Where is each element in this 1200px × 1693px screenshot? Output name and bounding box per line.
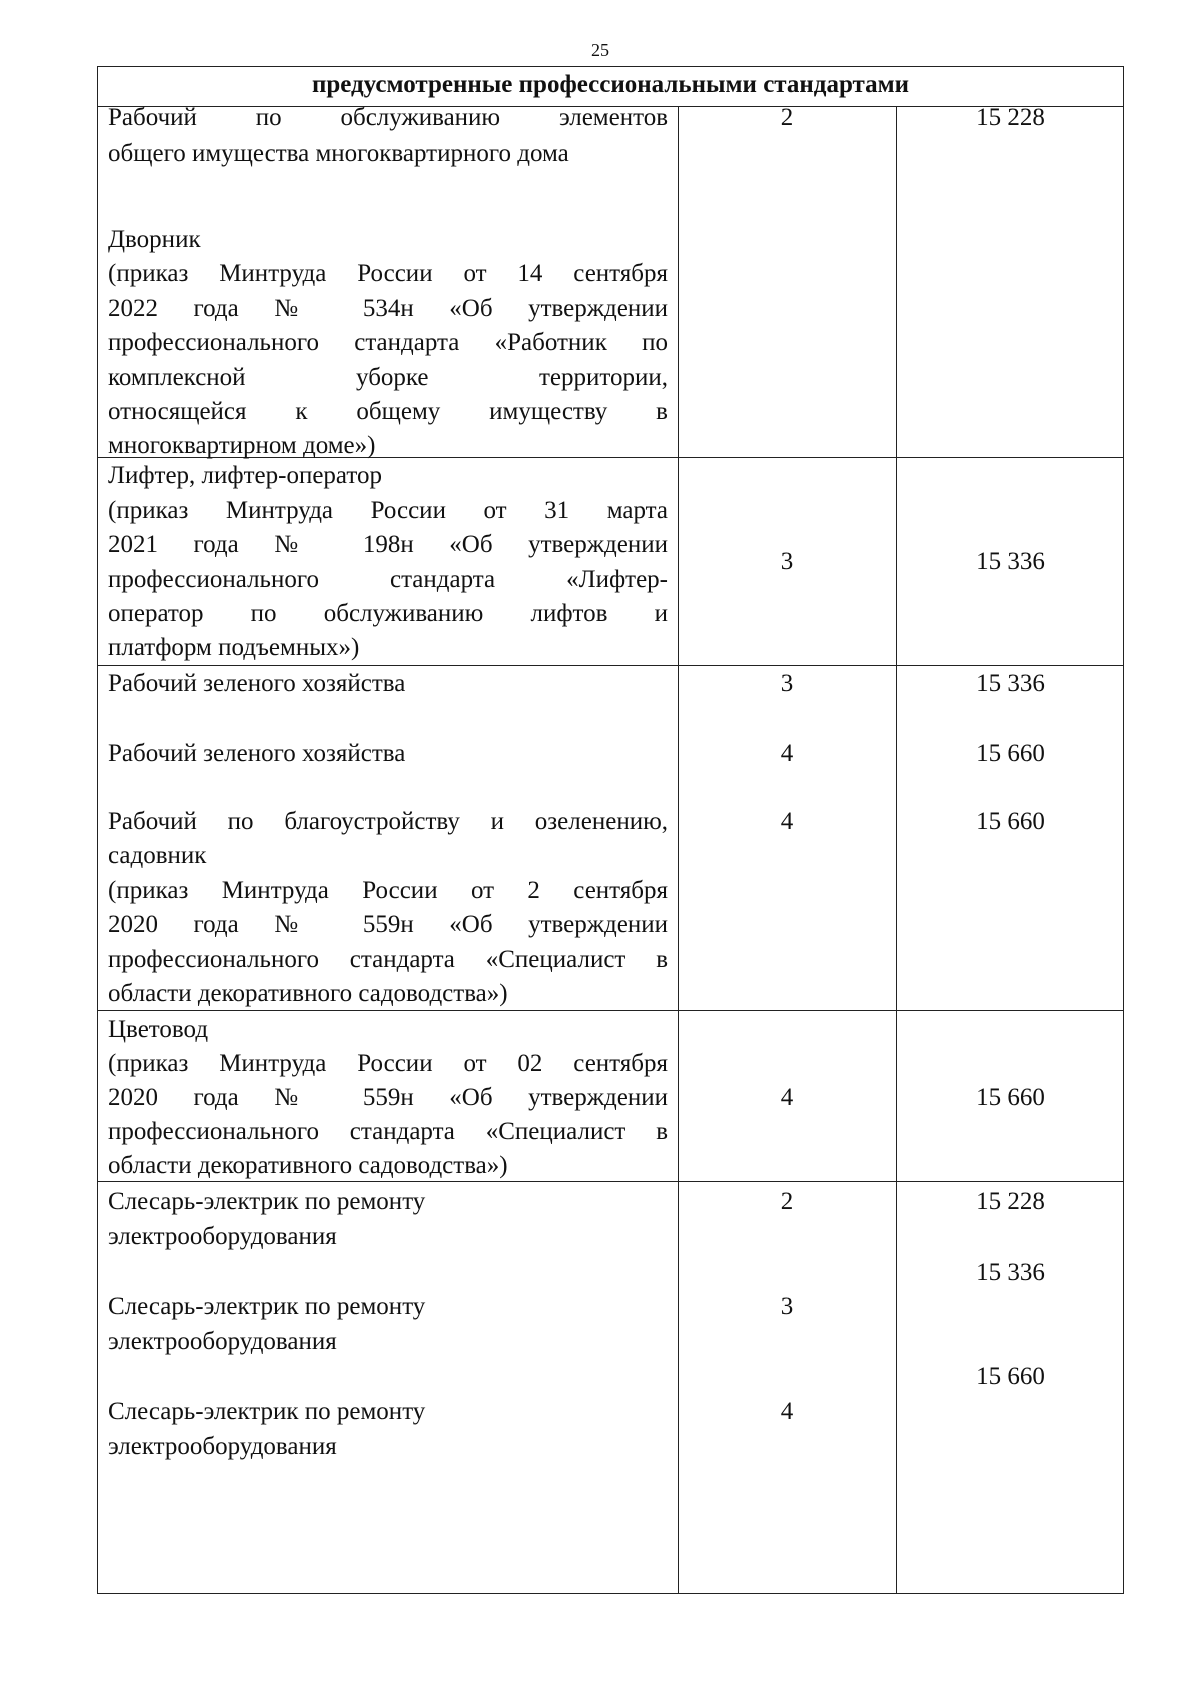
profession-line: (приказ Минтруда России от 2 сентября (108, 877, 668, 904)
profession-line: области декоративного садоводства») (108, 1152, 508, 1179)
profession-line: области декоративного садоводства») (108, 980, 508, 1007)
salary-value: 15 336 (976, 548, 1045, 575)
qualification-level: 3 (780, 670, 794, 697)
profession-line: Слесарь-электрик по ремонту (108, 1293, 426, 1320)
profession-line: профессионального стандарта «Лифтер- (108, 566, 668, 593)
profession-line: 2020 года № 559н «Об утверждении (108, 1084, 668, 1111)
salary-value: 15 660 (976, 1084, 1045, 1111)
profession-line: профессионального стандарта «Специалист в (108, 946, 668, 973)
qualification-level: 4 (780, 740, 794, 767)
profession-line: (приказ Минтруда России от 02 сентября (108, 1050, 668, 1077)
profession-line: профессионального стандарта «Работник по (108, 329, 668, 356)
profession-line: электрооборудования (108, 1328, 337, 1355)
salary-value: 15 660 (976, 808, 1045, 835)
profession-line: 2022 года № 534н «Об утверждении (108, 295, 668, 322)
profession-line: Рабочий по благоустройству и озеленению, (108, 808, 668, 835)
profession-line: относящейся к общему имуществу в (108, 398, 668, 425)
profession-line: Лифтер, лифтер-оператор (108, 462, 382, 489)
table-section-header: предусмотренные профессиональными стандартами (98, 67, 1123, 107)
qualification-level: 4 (780, 1398, 794, 1425)
profession-line: 2021 года № 198н «Об утверждении (108, 531, 668, 558)
column-divider (678, 106, 679, 1593)
profession-line: Рабочий по обслуживанию элементов (108, 104, 668, 131)
salary-value: 15 660 (976, 740, 1045, 767)
salary-value: 15 660 (976, 1363, 1045, 1390)
qualification-level: 3 (780, 1293, 794, 1320)
wage-table (97, 66, 1124, 1594)
profession-line: электрооборудования (108, 1223, 337, 1250)
salary-value: 15 228 (976, 104, 1045, 131)
profession-line: платформ подъемных») (108, 634, 360, 661)
profession-line: Слесарь-электрик по ремонту (108, 1398, 426, 1425)
profession-line: Цветовод (108, 1016, 209, 1043)
qualification-level: 4 (780, 1084, 794, 1111)
profession-line: комплексной уборке территории, (108, 364, 668, 391)
salary-value: 15 228 (976, 1188, 1045, 1215)
profession-line: Слесарь-электрик по ремонту (108, 1188, 426, 1215)
salary-value: 15 336 (976, 670, 1045, 697)
profession-line: Дворник (108, 226, 201, 253)
qualification-level: 3 (780, 548, 794, 575)
profession-line: профессионального стандарта «Специалист в (108, 1118, 668, 1145)
profession-line: 2020 года № 559н «Об утверждении (108, 911, 668, 938)
profession-line: (приказ Минтруда России от 14 сентября (108, 260, 668, 287)
qualification-level: 2 (780, 1188, 794, 1215)
salary-value: 15 336 (976, 1259, 1045, 1286)
profession-line: общего имущества многоквартирного дома (108, 140, 569, 167)
profession-line: оператор по обслуживанию лифтов и (108, 600, 668, 627)
profession-line: Рабочий зеленого хозяйства (108, 670, 406, 697)
qualification-level: 2 (780, 104, 794, 131)
profession-line: многоквартирном доме») (108, 432, 376, 459)
profession-line: Рабочий зеленого хозяйства (108, 740, 406, 767)
profession-line: (приказ Минтруда России от 31 марта (108, 497, 668, 524)
qualification-level: 4 (780, 808, 794, 835)
profession-line: садовник (108, 842, 207, 869)
profession-line: электрооборудования (108, 1433, 337, 1460)
page-number: 25 (591, 40, 609, 60)
